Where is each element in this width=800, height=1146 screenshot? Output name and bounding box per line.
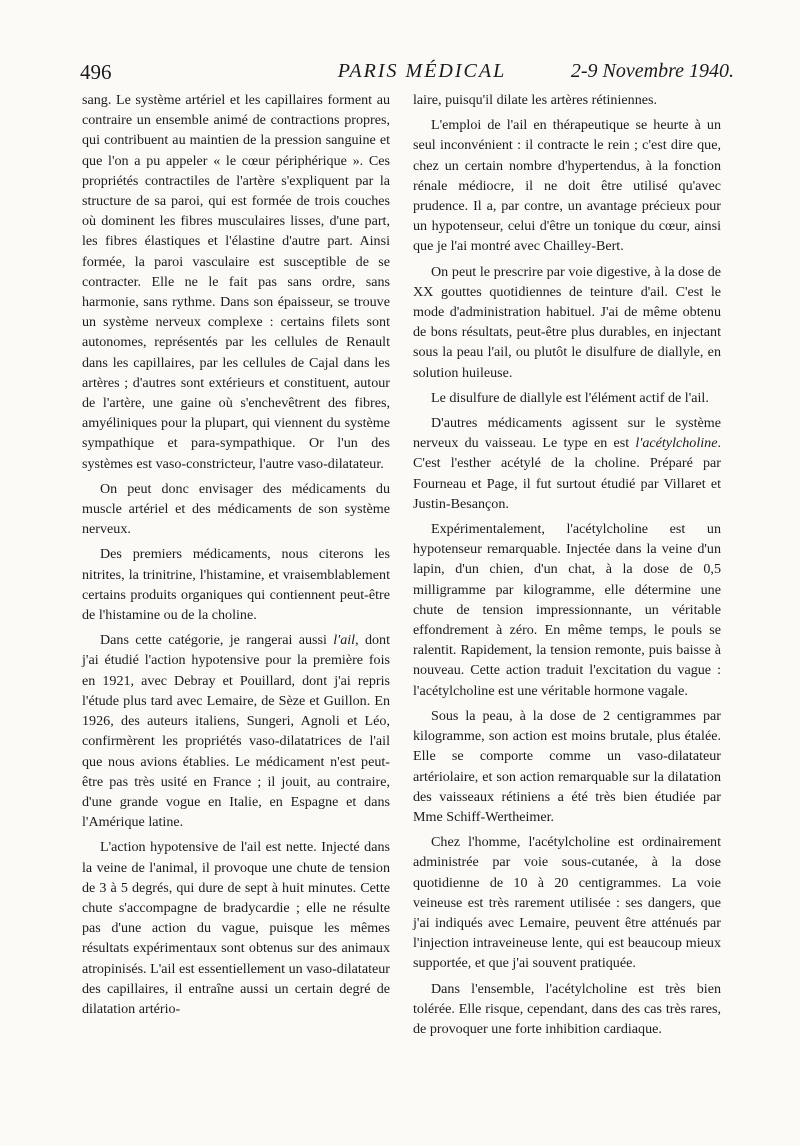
paragraph: On peut le prescrire par voie digestive, à la dose de XX gouttes quotidiennes de teinture d'ail. C'est le mode d'administration habituel. J'ai de même obtenu de bons résultats, peut-être plus durables, en injectant sous la peau l'ail, ou plutôt le disulfure de diallyle, en solution huileuse. bbox=[413, 263, 721, 381]
paragraph: L'emploi de l'ail en thérapeutique se heurte à un seul inconvénient : il contracte le rein ; c'est dire que, chez un certain nombre d'hypertendus, à la fonction rénale médiocre, il ne doit être utilisé qu'avec prudence. Il a, par contre, un avantage précieux pour un hypotenseur, celui d'être un tonique du cœur, ainsi que je l'ai montré avec Chailley-Bert. bbox=[413, 117, 721, 255]
paragraph: Le disulfure de diallyle est l'élément actif de l'ail. bbox=[431, 389, 709, 406]
paragraph: Chez l'homme, l'acétylcholine est ordinairement administrée par voie sous-cutanée, à la dose quotidienne de 10 à 20 centigrammes. La voie veineuse est très rarement utilisée : ses dangers, que j'ai indiqués avec Lemaire, peuvent être atténués par l'injection intraveineuse lente, qui est beaucoup mieux supportée, et que j'ai souvent pratiquée. bbox=[413, 834, 721, 972]
paragraph: Des premiers médicaments, nous citerons les nitrites, la trinitrine, l'histamine, et vraisemblablement certains produits organiques qui contiennent peut-être de l'histamine ou de la choline. bbox=[82, 546, 390, 624]
page-number: 496 bbox=[80, 60, 112, 84]
paragraph: D'autres médicaments agissent sur le système nerveux du vaisseau. Le type en est l'acétylcholine. C'est l'esther acétylé de la choline. Préparé par Fourneau et Page, il fut surtout étudié par Villaret et Justin-Besançon. bbox=[413, 415, 721, 512]
paragraph: Dans l'ensemble, l'acétylcholine est très bien tolérée. Elle risque, cependant, dans des cas très rares, de provoquer une forte inhibition cardiaque. bbox=[413, 980, 721, 1037]
paragraph: On peut donc envisager des médicaments du muscle artériel et des médicaments de son système nerveux. bbox=[82, 480, 390, 538]
issue-date: 2-9 Novembre 1940. bbox=[570, 60, 734, 82]
italic-term: l'acétylcholine bbox=[635, 435, 718, 452]
paragraph: laire, puisqu'il dilate les artères rétiniennes. bbox=[413, 92, 658, 108]
paragraph: sang. Le système artériel et les capillaires forment au contraire un ensemble animé de contractions propres, qui contribuent au maintien de la pression sanguine et que l'on a pu appeler « le cœur périphérique ». Ces propriétés contractiles de l'artère s'expliquent par la structure de sa paroi, qui est formée de trois couches où dominent les fibres musculaires lisses, d'une part, les fibres élastiques et l'élastine d'autre part. Ainsi formée, la paroi vasculaire est susceptible de se contracter. Elle ne le fait pas sans ordre, sans harmonie, sans rythme. Dans son épaisseur, se trouve un système nerveux complexe : certains filets sont autonomes, représentés par les cellules de Renault dans les capillaires, par les cellules de Cajal dans les artères ; d'autres sont extérieurs et constituent, autour de l'artère, une gaine où s'enchevêtrent des fibres, amyéliniques pour la plupart, qui viennent du système sympathique et para-sympathique. Or l'un des systèmes est vaso-constricteur, l'autre vaso-dilatateur. bbox=[82, 92, 390, 472]
journal-title: PARIS MÉDICAL bbox=[337, 60, 507, 82]
page-header bbox=[80, 52, 734, 92]
paragraph: Expérimentalement, l'acétylcholine est un hypotenseur remarquable. Injectée dans la veine d'un lapin, d'un chien, d'un chat, à la dose de 0,5 milligramme par kilogramme, elle détermine une chute de tension impressionnante, un véritable effondrement à zéro. En même temps, le pouls se ralentit. Rapidement, la tension remonte, puis baisse à nouveau. Cette action traduit l'excitation du vague : l'acétylcholine est une véritable hormone vagale. bbox=[413, 521, 721, 699]
italic-term: l'ail bbox=[333, 632, 356, 649]
paragraph: Sous la peau, à la dose de 2 centigrammes par kilogramme, son action est moins brutale, plus étalée. Elle se comporte comme un vaso-dilatateur artériolaire, et son action remarquable sur la dilatation des vaisseaux rétiniens a été très bien étudiée par Mme Schiff-Wertheimer. bbox=[413, 707, 721, 825]
left-column bbox=[82, 90, 390, 1019]
right-column bbox=[413, 90, 721, 1039]
paragraph: L'action hypotensive de l'ail est nette. Injecté dans la veine de l'animal, il provoque une chute de tension de 3 à 5 degrés, qui dure de sept à huit minutes. Cette chute s'accompagne de bradycardie ; elle ne résulte pas d'une action du vague, puisque les mêmes résultats expérimentaux sont obtenus sur des animaux atropinisés. L'ail est essentiellement un vaso-dilatateur des capillaires, il entraîne aussi un certain degré de dilatation artério- bbox=[82, 839, 390, 1017]
paragraph: Dans cette catégorie, je rangerai aussi l'ail, dont j'ai étudié l'action hypotensive pour la première fois en 1921, avec Debray et Pouillard, dont j'ai repris l'étude plus tard avec Lemaire, de Sèze et Guillon. En 1926, des auteurs italiens, Sungeri, Agnoli et Léo, confirmèrent les propriétés vaso-dilatatrices de l'ail que nous avions établies. Le médicament n'est peut-être pas très usité en France ; il jouit, au contraire, d'une grande vogue en Italie, en Espagne et dans l'Amérique latine. bbox=[82, 632, 390, 831]
